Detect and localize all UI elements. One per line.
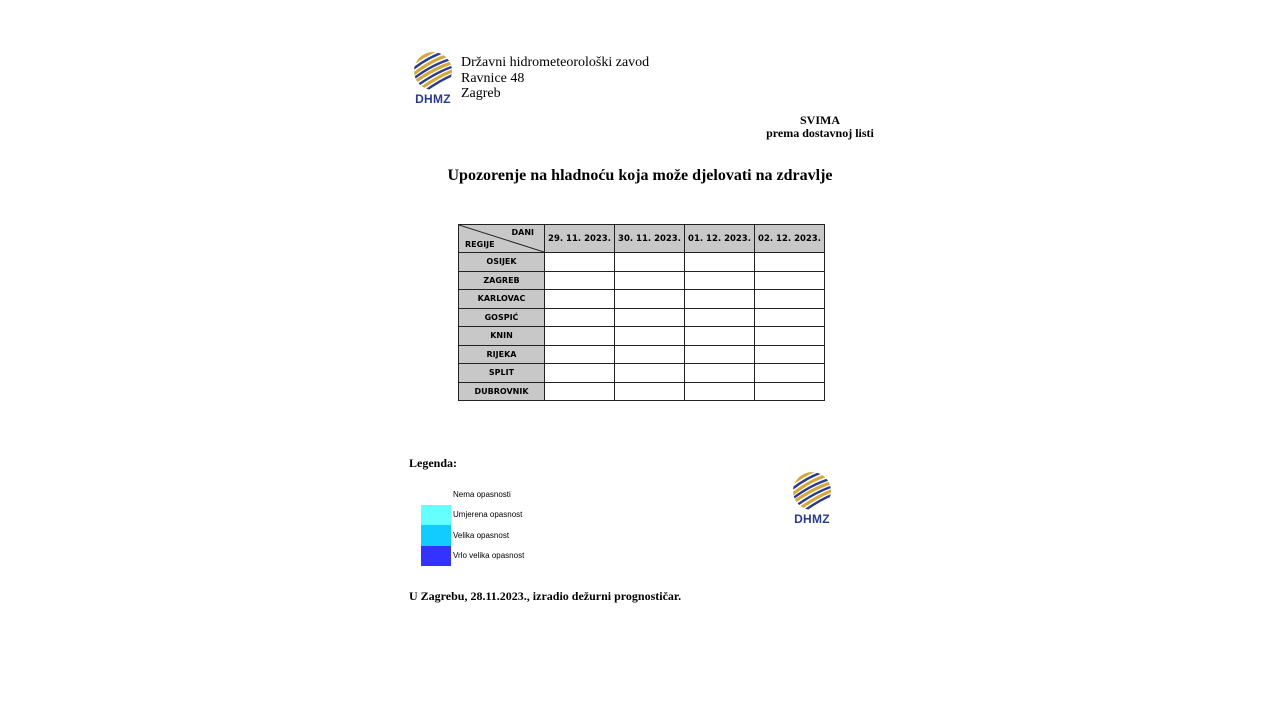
- legend-item: [421, 484, 524, 505]
- region-label: KNIN: [459, 327, 545, 346]
- region-label: ZAGREB: [459, 271, 545, 290]
- logo-wordmark: DHMZ: [415, 92, 451, 106]
- org-city: Zagreb: [461, 86, 501, 101]
- legend-item: [421, 505, 524, 526]
- warning-cell: [615, 364, 685, 383]
- warning-cell: [545, 290, 615, 309]
- warning-cell: [615, 345, 685, 364]
- table-row: [459, 345, 825, 364]
- warning-cell: [615, 327, 685, 346]
- warning-cell: [755, 345, 825, 364]
- date-header: 02. 12. 2023.: [755, 225, 825, 253]
- dhmz-logo: [410, 51, 460, 105]
- legend-label: Umjerena opasnost: [453, 510, 523, 520]
- logo-wordmark: DHMZ: [794, 512, 830, 526]
- recipient-line1: SVIMA: [799, 113, 840, 127]
- date-header: 30. 11. 2023.: [615, 225, 685, 253]
- warning-cell: [545, 364, 615, 383]
- warning-cell: [685, 308, 755, 327]
- legend-label: Velika opasnost: [453, 530, 510, 540]
- warning-cell: [685, 345, 755, 364]
- legend-item: [421, 525, 524, 546]
- warning-cell: [615, 271, 685, 290]
- table-row: [459, 327, 825, 346]
- table-row: [459, 290, 825, 309]
- recipient-line2: prema dostavnoj listi: [766, 126, 874, 140]
- warning-cell: [615, 253, 685, 272]
- legend-swatch: [421, 484, 451, 505]
- warning-cell: [685, 364, 755, 383]
- warning-cell: [755, 290, 825, 309]
- warning-cell: [545, 271, 615, 290]
- warning-cell: [755, 308, 825, 327]
- date-header: 29. 11. 2023.: [545, 225, 615, 253]
- region-label: DUBROVNIK: [459, 382, 545, 401]
- legend: [421, 484, 524, 566]
- document-title: Upozorenje na hladnoću koja može djelovati na zdravlje: [447, 167, 833, 184]
- table-row: [459, 382, 825, 401]
- table-row: [459, 364, 825, 383]
- organization-address: [461, 55, 649, 102]
- org-street: Ravnice 48: [461, 70, 525, 86]
- org-name: Državni hidrometeorološki zavod: [461, 55, 650, 70]
- table-row: [459, 271, 825, 290]
- warning-cell: [685, 290, 755, 309]
- table-row: [459, 308, 825, 327]
- legend-swatch: [421, 525, 451, 546]
- legend-label: Vrlo velika opasnost: [453, 551, 525, 561]
- warning-cell: [755, 327, 825, 346]
- legend-swatch: [421, 546, 451, 567]
- warning-cell: [545, 382, 615, 401]
- warning-cell: [615, 290, 685, 309]
- warning-cell: [685, 382, 755, 401]
- warning-cell: [755, 271, 825, 290]
- warning-cell: [545, 308, 615, 327]
- warning-cell: [755, 253, 825, 272]
- date-header: 01. 12. 2023.: [685, 225, 755, 253]
- dhmz-emblem-icon: [410, 51, 460, 93]
- table-row: [459, 253, 825, 272]
- region-label: KARLOVAC: [459, 290, 545, 309]
- region-label: RIJEKA: [459, 345, 545, 364]
- legend-label: Nema opasnosti: [453, 489, 511, 499]
- warning-cell: [545, 327, 615, 346]
- warning-table: [458, 224, 825, 401]
- warning-cell: [545, 253, 615, 272]
- warning-cell: [685, 253, 755, 272]
- legend-title: Legenda:: [409, 456, 457, 470]
- warning-cell: [755, 364, 825, 383]
- dhmz-logo-bottom: [789, 471, 839, 525]
- corner-days-label: DANI: [511, 228, 534, 237]
- region-label: GOSPIĆ: [459, 308, 545, 327]
- region-label: OSIJEK: [459, 253, 545, 272]
- region-label: SPLIT: [459, 364, 545, 383]
- dhmz-emblem-icon: [789, 471, 839, 513]
- warning-cell: [685, 271, 755, 290]
- recipient-block: [760, 114, 880, 140]
- issued-by-line: U Zagrebu, 28.11.2023., izradio dežurni prognostičar.: [409, 589, 682, 603]
- warning-cell: [685, 327, 755, 346]
- corner-header: [459, 225, 545, 253]
- legend-swatch: [421, 505, 451, 526]
- warning-cell: [755, 382, 825, 401]
- legend-item: [421, 546, 524, 567]
- warning-cell: [615, 382, 685, 401]
- table-header-row: [459, 225, 825, 253]
- corner-regions-label: REGIJE: [465, 240, 495, 249]
- warning-cell: [545, 345, 615, 364]
- warning-cell: [615, 308, 685, 327]
